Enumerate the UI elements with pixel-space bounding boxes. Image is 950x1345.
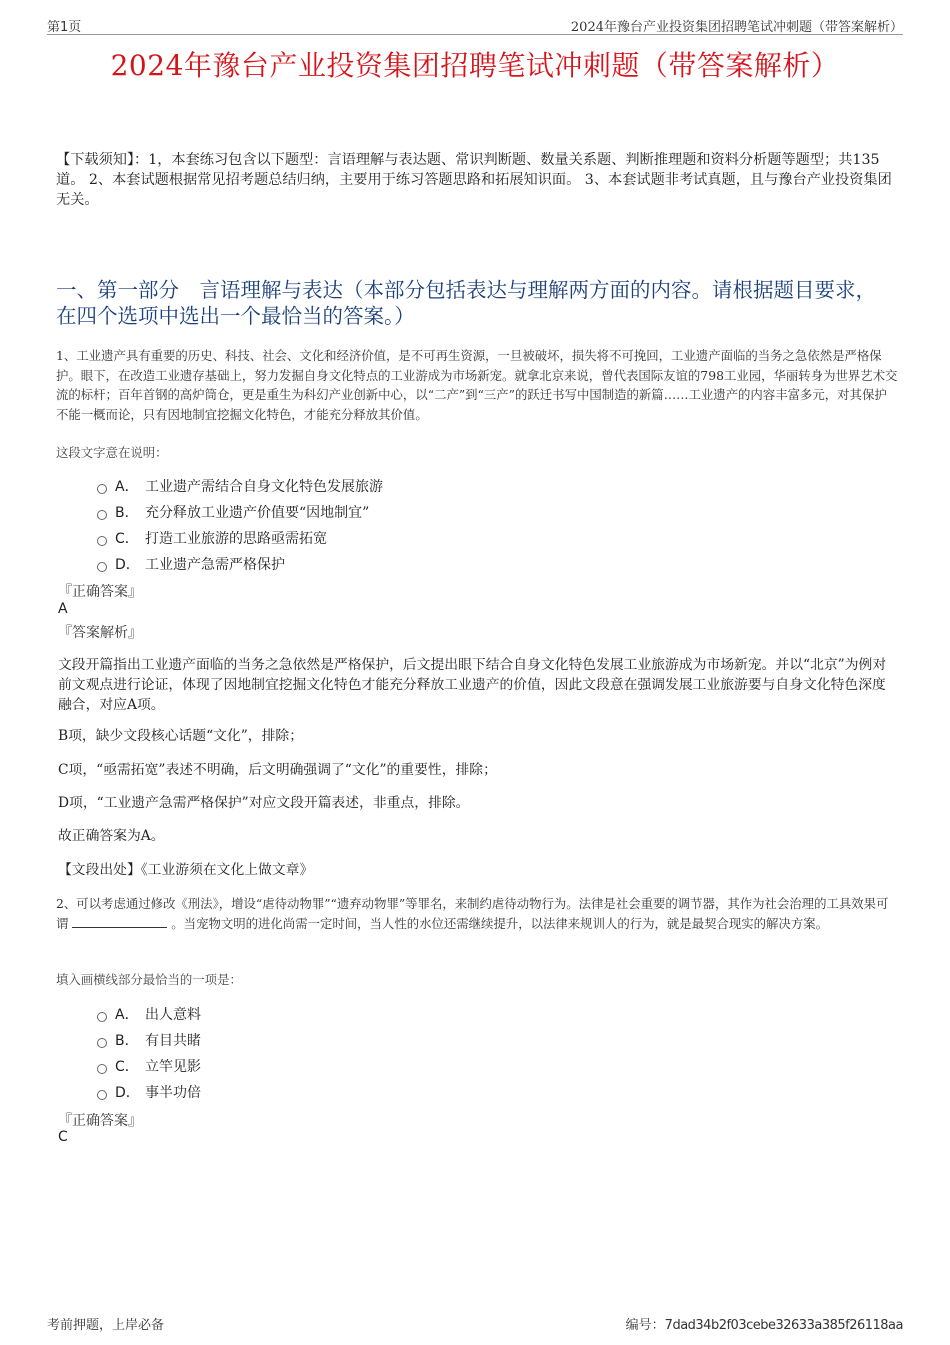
analysis-paragraph: 文段开篇指出工业遗产面临的当务之急依然是严格保护，后文提出眼下结合自身文化特色发展工业旅游成为市场新宠。并以“北京”为例对前文观点进行论证，体现了因地制宜挖掘文化特色才能充分释放工业遗产的价值，因此文段意在强调发展工业旅游要与自身文化特色深度融合，对应A项。 xyxy=(58,657,887,713)
option-letter: C． xyxy=(115,531,139,547)
section-heading: 一、第一部分 言语理解与表达（本部分包括表达与理解两方面的内容。请根据题目要求，在四个选项中选出一个最恰当的答案。） xyxy=(56,278,876,328)
page-footer xyxy=(47,1314,903,1333)
footer-slogan: 考前押题，上岸必备 xyxy=(47,1318,165,1333)
question-2-text-before: 2、可以考虑通过修改《刑法》，增设“虐待动物罪”“遗弃动物罪”等罪名，来制约虐待动物行为。法律是社会重要的调节器，其作为社会治理的工具效果可谓 xyxy=(56,896,889,931)
option-text: 打造工业旅游的思路亟需拓宽 xyxy=(145,531,327,547)
question-2-options xyxy=(97,1001,201,1105)
analysis-paragraph: 故正确答案为A。 xyxy=(58,828,165,844)
correct-answer-label: 『正确答案』 xyxy=(58,584,142,600)
option-c[interactable] xyxy=(97,525,383,551)
correct-answer: C xyxy=(58,1129,68,1145)
option-text: 出人意料 xyxy=(145,1007,201,1023)
download-notice: 【下载须知】：1，本套练习包含以下题型：言语理解与表达题、常识判断题、数量关系题、判断推理题和资料分析题等题型；共135道。 2、本套试题根据常见招考题总结归纳，主要用于练习答题思路和拓展知识面。 3、本套试题非考试真题，且与豫台产业投资集团无关。 xyxy=(56,152,892,208)
analysis-paragraph: C项，“亟需拓宽”表述不明确，后文明确强调了“文化”的重要性，排除； xyxy=(58,762,497,778)
correct-answer: A xyxy=(58,601,68,617)
radio-icon[interactable] xyxy=(97,484,107,494)
radio-icon[interactable] xyxy=(97,562,107,572)
document-code-label: 编号： xyxy=(625,1318,665,1333)
analysis-paragraph: D项，“工业遗产急需严格保护”对应文段开篇表述，非重点，排除。 xyxy=(58,795,470,811)
option-letter: B． xyxy=(115,505,139,521)
radio-icon[interactable] xyxy=(97,536,107,546)
analysis-paragraph: B项，缺少文段核心话题“文化”，排除； xyxy=(58,728,303,744)
option-b[interactable] xyxy=(97,499,383,525)
option-b[interactable] xyxy=(97,1027,201,1053)
option-letter: B． xyxy=(115,1033,139,1049)
header-doc-title: 2024年豫台产业投资集团招聘笔试冲刺题（带答案解析） xyxy=(570,20,903,35)
option-text: 事半功倍 xyxy=(145,1085,201,1101)
option-c[interactable] xyxy=(97,1053,201,1079)
radio-icon[interactable] xyxy=(97,1012,107,1022)
page-number: 第1页 xyxy=(47,20,82,35)
fill-in-blank xyxy=(72,915,167,928)
analysis-label: 『答案解析』 xyxy=(58,625,142,641)
option-letter: A． xyxy=(115,1007,139,1023)
option-a[interactable] xyxy=(97,1001,201,1027)
option-letter: D． xyxy=(115,557,140,573)
option-text: 有目共睹 xyxy=(145,1033,201,1049)
option-d[interactable] xyxy=(97,1079,201,1105)
radio-icon[interactable] xyxy=(97,510,107,520)
option-letter: D． xyxy=(115,1085,140,1101)
question-1-options xyxy=(97,473,383,577)
option-letter: A． xyxy=(115,479,139,495)
question-1-prompt: 这段文字意在说明： xyxy=(56,445,168,460)
question-1-text: 1、工业遗产具有重要的历史、科技、社会、文化和经济价值，是不可再生资源，一旦被破坏，损失将不可挽回，工业遗产面临的当务之急依然是严格保护。眼下，在改造工业遗存基础上，努力发掘自身文化特点的工业游成为市场新宠。就拿北京来说，曾代表国际友谊的798工业园，华丽转身为世界艺术交流的标杆；百年首钢的高炉筒仓，更是重生为科幻产业创新中心，以“二产”到“三产”的跃迁书写中国制造的新篇……工业遗产的内容丰富多元，对其保护不能一概而论，只有因地制宜挖掘文化特色，才能充分释放其价值。 xyxy=(56,348,898,422)
document-title: 2024年豫台产业投资集团招聘笔试冲刺题（带答案解析） xyxy=(110,49,840,82)
radio-icon[interactable] xyxy=(97,1090,107,1100)
question-2-text xyxy=(56,894,898,933)
correct-answer-label: 『正确答案』 xyxy=(58,1113,142,1129)
question-2-text-after: 。当宠物文明的进化尚需一定时间，当人性的水位还需继续提升，以法律来规训人的行为，就是最契合现实的解决方案。 xyxy=(171,915,828,931)
radio-icon[interactable] xyxy=(97,1038,107,1048)
option-text: 充分释放工业遗产价值要“因地制宜” xyxy=(145,505,370,521)
option-text: 立竿见影 xyxy=(145,1059,201,1075)
option-text: 工业遗产急需严格保护 xyxy=(145,557,285,573)
option-letter: C． xyxy=(115,1059,139,1075)
page-header xyxy=(47,14,903,35)
radio-icon[interactable] xyxy=(97,1064,107,1074)
option-text: 工业遗产需结合自身文化特色发展旅游 xyxy=(145,479,383,495)
option-a[interactable] xyxy=(97,473,383,499)
document-code xyxy=(626,1314,903,1333)
document-code-value: 7dad34b2f03cebe32633a385f26118aa xyxy=(664,1318,903,1333)
question-2-prompt: 填入画横线部分最恰当的一项是： xyxy=(56,972,242,987)
option-d[interactable] xyxy=(97,551,383,577)
passage-source: 【文段出处】《工业游须在文化上做文章》 xyxy=(58,862,314,878)
